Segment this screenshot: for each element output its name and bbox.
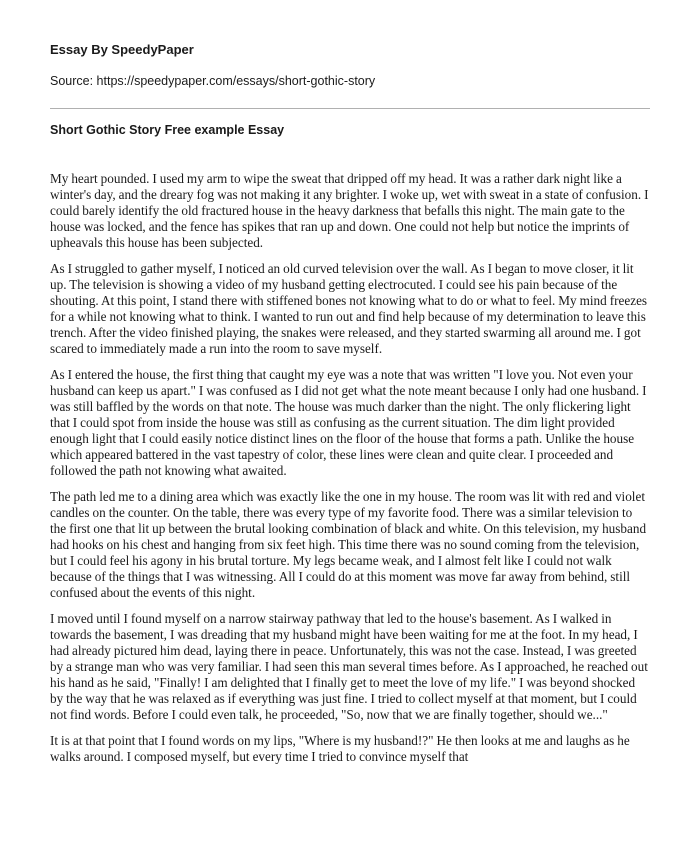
essay-paragraph: I moved until I found myself on a narrow stairway pathway that led to the house's basement. As I walked in towards the basement, I was dreading that my husband might have been waiting for me at the foot. In my head, I had already pictured him dead, laying there in peace. Unfortunately, this was not the case. Instead, I was greeted by a strange man who was very familiar. I had seen this man several times before. As I approached, he reached out his hand as he said, "Finally! I am delighted that I finally get to meet the love of my life." I was beyond shocked by the way that he was relaxed as if everything was just fine. I tried to collect myself at that moment, but I could not find words. Before I could even talk, he proceeded, "So, now that we are finally together, should we..." <box>50 611 648 722</box>
essay-paragraph: It is at that point that I found words on my lips, "Where is my husband!?" He then looks at me and laughs as he walks around. I composed myself, but every time I tried to convince myself that <box>50 733 630 764</box>
essay-paragraph: My heart pounded. I used my arm to wipe the sweat that dripped off my head. It was a rather dark night like a winter's day, and the dreary fog was not making it any brighter. I woke up, wet with sweat in a state of confusion. I could barely identify the old fractured house in the heavy darkness that befalls this night. The main gate to the house was locked, and the fence has spikes that ran up and down. One could not help but notice the imprints of upheavals this house has been subjected. <box>50 171 649 250</box>
essay-paragraph: As I entered the house, the first thing that caught my eye was a note that was written "I love you. Not even your husband can keep us apart." I was confused as I did not get what the note meant because I only had one husband. I was still baffled by the words on that note. The house was much darker than the night. The only flickering light that I could spot from inside the house was still as confusing as the current situation. The dim light provided enough light that I could easily notice distinct lines on the floor of the house that forms a path. Unlike the house which appeared battered in the vast tapestry of color, these lines were clean and quite clear. I proceeded and followed the path not knowing what awaited. <box>50 367 647 478</box>
document-title: Essay By SpeedyPaper <box>50 42 194 57</box>
essay-title: Short Gothic Story Free example Essay <box>50 123 285 137</box>
essay-body <box>50 171 650 765</box>
source-line: Source: https://speedypaper.com/essays/short-gothic-story <box>50 74 376 88</box>
header-divider <box>50 108 650 109</box>
essay-paragraph: As I struggled to gather myself, I noticed an old curved television over the wall. As I began to move closer, it lit up. The television is showing a video of my husband getting electrocuted. I could see his pain because of the shouting. At this point, I stand there with stiffened bones not knowing what to do or what to feel. My mind freezes for a while not knowing what to think. I wanted to run out and find help because of my determination to leave this trench. After the video finished playing, the snakes were released, and they started swarming all around me. I got scared to immediately made a run into the room to save myself. <box>50 261 648 356</box>
essay-paragraph: The path led me to a dining area which was exactly like the one in my house. The room was lit with red and violet candles on the counter. On the table, there was every type of my favorite food. There was a similar television to the first one that lit up between the brutal looking combination of black and white. On this television, my husband had hooks on his chest and hanging from six feet high. This time there was no sound coming from the television, but I could feel his agony in his brutal torture. My legs became weak, and I almost felt like I could not walk because of the things that I was witnessing. All I could do at this moment was move far away from behind, still confused about the events of this night. <box>50 489 647 600</box>
